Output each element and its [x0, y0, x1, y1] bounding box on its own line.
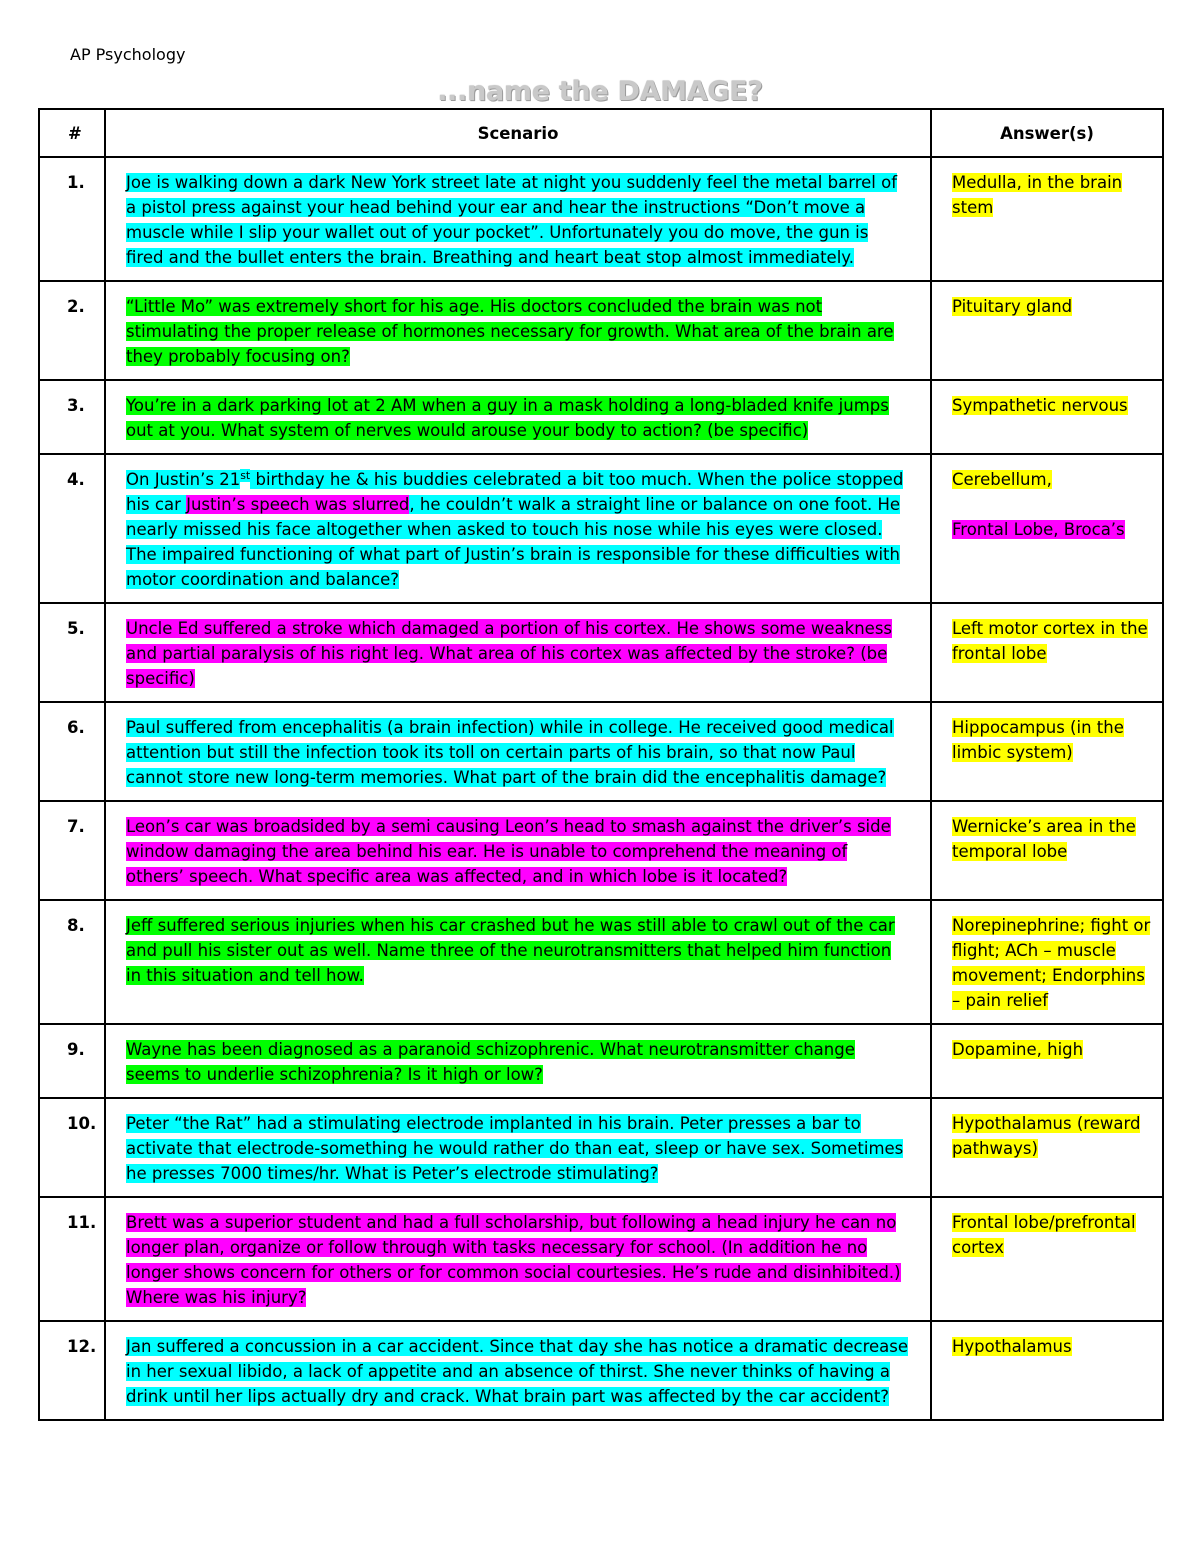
answer-cell: [931, 157, 1163, 281]
answer-cell: [931, 1098, 1163, 1197]
table-header-row: [39, 109, 1163, 157]
scenario-text: Paul suffered from encephalitis (a brain infection) while in college. He received good medical attention but still the infection took its toll on certain parts of his brain, so that now Paul cannot store new long-term memories. What part of the brain did the encephalitis damage?: [126, 718, 894, 787]
row-number: 2.: [39, 281, 105, 380]
scenario-cell: [105, 603, 931, 702]
scenario-text: Joe is walking down a dark New York street late at night you suddenly feel the metal barrel of a pistol press against your head behind your ear and hear the instructions “Don’t move a muscle while I slip your wallet out of your pocket”. Unfortunately you do move, the gun is fired and the bullet enters the brain. Breathing and heart beat stop almost immediately.: [126, 173, 898, 267]
answer-cell: [931, 603, 1163, 702]
answer-cell: [931, 1321, 1163, 1420]
scenario-cell: [105, 281, 931, 380]
row-number: 10.: [39, 1098, 105, 1197]
column-header-number: #: [39, 109, 105, 157]
answer-text: Frontal lobe/prefrontal cortex: [952, 1213, 1136, 1257]
answer-cell: [931, 900, 1163, 1024]
scenario-text: “Little Mo” was extremely short for his age. His doctors concluded the brain was not stimulating the proper release of hormones necessary for growth. What area of the brain are they probably focusing on?: [126, 297, 894, 366]
scenario-text: Brett was a superior student and had a full scholarship, but following a head injury he can no longer plan, organize or follow through with tasks necessary for school. (In addition he no longer shows concern for others or for common social courtesies. He’s rude and disinhibited.) Where was his injury?: [126, 1213, 901, 1307]
scenario-table: [38, 108, 1164, 1421]
table-row: [39, 900, 1163, 1024]
answer-text: Wernicke’s area in the temporal lobe: [952, 817, 1136, 861]
scenario-cell: [105, 1098, 931, 1197]
table-row: [39, 1321, 1163, 1420]
scenario-text: Jan suffered a concussion in a car accident. Since that day she has notice a dramatic decrease in her sexual libido, a lack of appetite and an absence of thirst. She never thinks of having a drink until her lips actually dry and crack. What brain part was affected by the car accident?: [126, 1337, 909, 1406]
scenario-text: Wayne has been diagnosed as a paranoid schizophrenic. What neurotransmitter change seems to underlie schizophrenia? Is it high or low?: [126, 1040, 855, 1084]
answer-text: Norepinephrine; fight or flight; ACh – muscle movement; Endorphins – pain relief: [952, 916, 1151, 1010]
table-row: [39, 454, 1163, 603]
table-row: [39, 801, 1163, 900]
scenario-text: Jeff suffered serious injuries when his car crashed but he was still able to crawl out of the car and pull his sister out as well. Name three of the neurotransmitters that helped him function in this situation and tell how.: [126, 916, 895, 985]
row-number: 3.: [39, 380, 105, 454]
answer-cell: [931, 1197, 1163, 1321]
scenario-cell: [105, 900, 931, 1024]
answer-text: Medulla, in the brain stem: [952, 173, 1123, 217]
answer-text: Left motor cortex in the frontal lobe: [952, 619, 1148, 663]
row-number: 4.: [39, 454, 105, 603]
row-number: 6.: [39, 702, 105, 801]
scenario-emphasis: Justin’s speech was slurred: [186, 495, 410, 514]
scenario-text: Peter “the Rat” had a stimulating electrode implanted in his brain. Peter presses a bar to activate that electrode-something he would rather do than eat, sleep or have sex. Sometimes he presses 7000 times/hr. What is Peter’s electrode stimulating?: [126, 1114, 904, 1183]
scenario-cell: [105, 157, 931, 281]
column-header-scenario: Scenario: [105, 109, 931, 157]
scenario-cell: [105, 702, 931, 801]
answer-cell: [931, 380, 1163, 454]
answer-text: Dopamine, high: [952, 1040, 1084, 1059]
scenario-cell: [105, 380, 931, 454]
scenario-cell: [105, 1024, 931, 1098]
table-row: [39, 380, 1163, 454]
column-header-answers: Answer(s): [931, 109, 1163, 157]
row-number: 12.: [39, 1321, 105, 1420]
table-row: [39, 1197, 1163, 1321]
scenario-text: On Justin’s 21: [126, 470, 241, 489]
worksheet-title: ...name the DAMAGE?: [437, 76, 763, 107]
table-row: [39, 157, 1163, 281]
scenario-text: , he couldn’t walk a straight line or balance on one foot. He nearly missed his face altogether when asked to touch his nose while his eyes were closed. The impaired functioning of what part of Justin’s brain is responsible for these difficulties with motor coordination and balance?: [126, 495, 900, 589]
answer-text: Hypothalamus (reward pathways): [952, 1114, 1141, 1158]
ordinal-suffix: st: [240, 468, 251, 482]
answer-text: Pituitary gland: [952, 297, 1073, 316]
row-number: 9.: [39, 1024, 105, 1098]
answer-text: Hypothalamus: [952, 1337, 1072, 1356]
answer-cell: [931, 801, 1163, 900]
scenario-text: birthday he & his buddies celebrated a bit too much. When the police stopped his car: [126, 470, 904, 514]
row-number: 11.: [39, 1197, 105, 1321]
table-row: [39, 281, 1163, 380]
table-row: [39, 1098, 1163, 1197]
answer-text: Cerebellum,: [952, 470, 1052, 489]
scenario-cell: [105, 1321, 931, 1420]
answer-cell: [931, 281, 1163, 380]
row-number: 7.: [39, 801, 105, 900]
scenario-text: You’re in a dark parking lot at 2 AM when a guy in a mask holding a long-bladed knife jumps out at you. What system of nerves would arouse your body to action? (be specific): [126, 396, 889, 440]
scenario-cell: [105, 454, 931, 603]
answer-cell: [931, 702, 1163, 801]
row-number: 1.: [39, 157, 105, 281]
answer-text: Frontal Lobe, Broca’s: [952, 520, 1125, 539]
answer-text: Hippocampus (in the limbic system): [952, 718, 1124, 762]
course-name: AP Psychology: [70, 45, 186, 64]
row-number: 5.: [39, 603, 105, 702]
answer-cell: [931, 454, 1163, 603]
table-row: [39, 702, 1163, 801]
answer-text: Sympathetic nervous: [952, 396, 1128, 415]
scenario-text: Leon’s car was broadsided by a semi causing Leon’s head to smash against the driver’s side window damaging the area behind his ear. He is unable to comprehend the meaning of others’ speech. What specific area was affected, and in which lobe is it located?: [126, 817, 891, 886]
row-number: 8.: [39, 900, 105, 1024]
scenario-cell: [105, 801, 931, 900]
scenario-cell: [105, 1197, 931, 1321]
answer-cell: [931, 1024, 1163, 1098]
table-row: [39, 603, 1163, 702]
scenario-text: Uncle Ed suffered a stroke which damaged a portion of his cortex. He shows some weakness and partial paralysis of his right leg. What area of his cortex was affected by the stroke? (be specific): [126, 619, 893, 688]
table-row: [39, 1024, 1163, 1098]
